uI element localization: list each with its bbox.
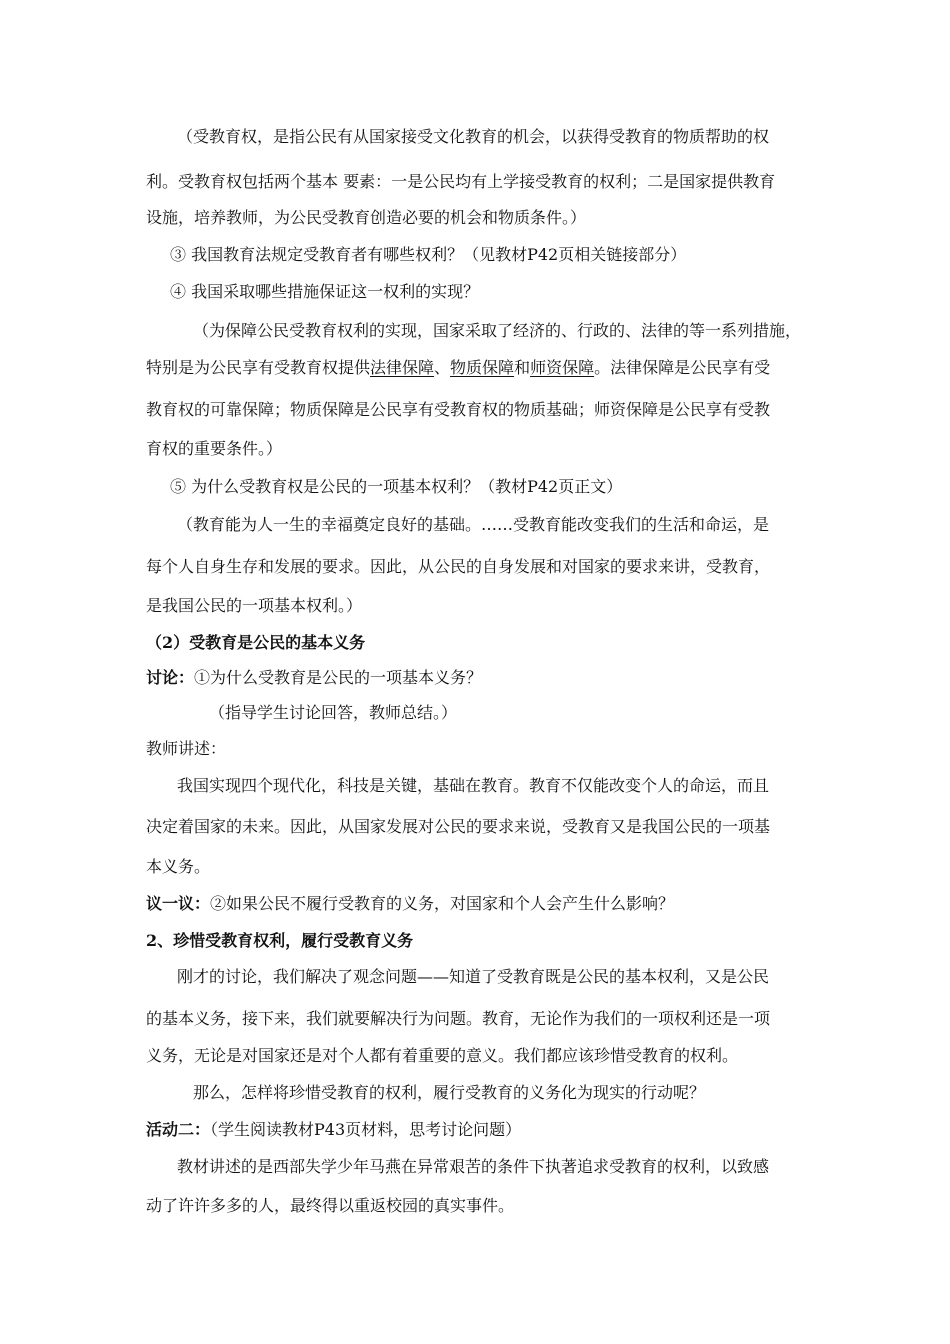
yi-yi-question: ②如果公民不履行受教育的义务，对国家和个人会产生什么影响？	[210, 894, 675, 913]
p5-line2: 的基本义务，接下来，我们就要解决行为问题。教育，无论作为我们的一项权利还是一项	[146, 1009, 771, 1028]
p2-line2-text-a: 特别是为公民享有受教育权提供	[146, 358, 371, 377]
p4-line1: 我国实现四个现代化，科技是关键，基础在教育。教育不仅能改变个人的命运，而且	[177, 776, 770, 795]
p2-line2-text-b: 。法律保障是公民享有受	[594, 358, 771, 377]
yi-yi-label: 议一议：	[146, 894, 211, 913]
p3-line1: （教育能为人一生的幸福奠定良好的基础。……受教育能改变我们的生活和命运，是	[177, 515, 770, 534]
p3-line3: 是我国公民的一项基本权利。）	[146, 596, 363, 615]
p1-line1: （受教育权，是指公民有从国家接受文化教育的机会，以获得受教育的物质帮助的权	[177, 127, 770, 146]
p5-line3: 义务，无论是对国家还是对个人都有着重要的意义。我们都应该珍惜受教育的权利。	[146, 1046, 739, 1065]
discussion-line	[146, 668, 482, 688]
p4-line2: 决定着国家的未来。因此，从国家发展对公民的要求来说，受教育又是我国公民的一项基	[146, 817, 771, 836]
teacher-narration-label: 教师讲述：	[146, 739, 227, 758]
question-3: ③ 我国教育法规定受教育者有哪些权利？（见教材P42页相关链接部分）	[170, 245, 687, 264]
discussion-question: ①为什么受教育是公民的一项基本义务？	[194, 668, 483, 687]
underlined-legal-guarantee: 法律保障	[370, 358, 435, 377]
activity-two-label: 活动二：	[146, 1120, 211, 1139]
activity-two-text: （学生阅读教材P43页材料，思考讨论问题）	[210, 1120, 522, 1139]
p7-line1: 教材讲述的是西部失学少年马燕在异常艰苦的条件下执著追求受教育的权利，以致感	[177, 1157, 770, 1176]
question-5: ⑤ 为什么受教育权是公民的一项基本权利？（教材P42页正文）	[170, 477, 623, 496]
underlined-teacher-guarantee: 师资保障	[530, 358, 595, 377]
activity-two-line	[146, 1120, 521, 1140]
question-4: ④ 我国采取哪些措施保证这一权利的实现？	[170, 282, 480, 301]
p7-line2: 动了许许多多的人，最终得以重返校园的真实事件。	[146, 1196, 515, 1215]
section-heading-2: （2）受教育是公民的基本义务	[146, 633, 366, 652]
section-heading-3: 2、珍惜受教育权利，履行受教育义务	[146, 931, 414, 950]
yi-yi-line	[146, 894, 674, 914]
p6-line: 那么，怎样将珍惜受教育的权利，履行受教育的义务化为现实的行动呢？	[193, 1083, 706, 1102]
p2-line2-sep1: 、	[434, 358, 451, 377]
p2-line3: 教育权的可靠保障；物质保障是公民享有受教育权的物质基础；师资保障是公民享有受教	[146, 400, 771, 419]
p1-line3: 设施，培养教师，为公民受教育创造必要的机会和物质条件。）	[146, 208, 587, 227]
p2-line2	[146, 358, 770, 378]
p1-line2: 利。受教育权包括两个基本 要素：一是公民均有上学接受教育的权利；二是国家提供教育	[146, 172, 776, 191]
guide-note: （指导学生讨论回答，教师总结。）	[209, 703, 458, 722]
discussion-label: 讨论：	[146, 668, 195, 687]
p3-line2: 每个人自身生存和发展的要求。因此，从公民的自身发展和对国家的要求来讲，受教育，	[146, 557, 771, 576]
p2-line4: 育权的重要条件。）	[146, 439, 283, 458]
underlined-material-guarantee: 物质保障	[450, 358, 515, 377]
p5-line1: 刚才的讨论，我们解决了观念问题——知道了受教育既是公民的基本权利，又是公民	[177, 967, 770, 986]
p4-line3: 本义务。	[146, 857, 211, 876]
p2-line2-sep2: 和	[514, 358, 531, 377]
p2-line1: （为保障公民受教育权利的实现，国家采取了经济的、行政的、法律的等一系列措施，	[193, 321, 802, 340]
